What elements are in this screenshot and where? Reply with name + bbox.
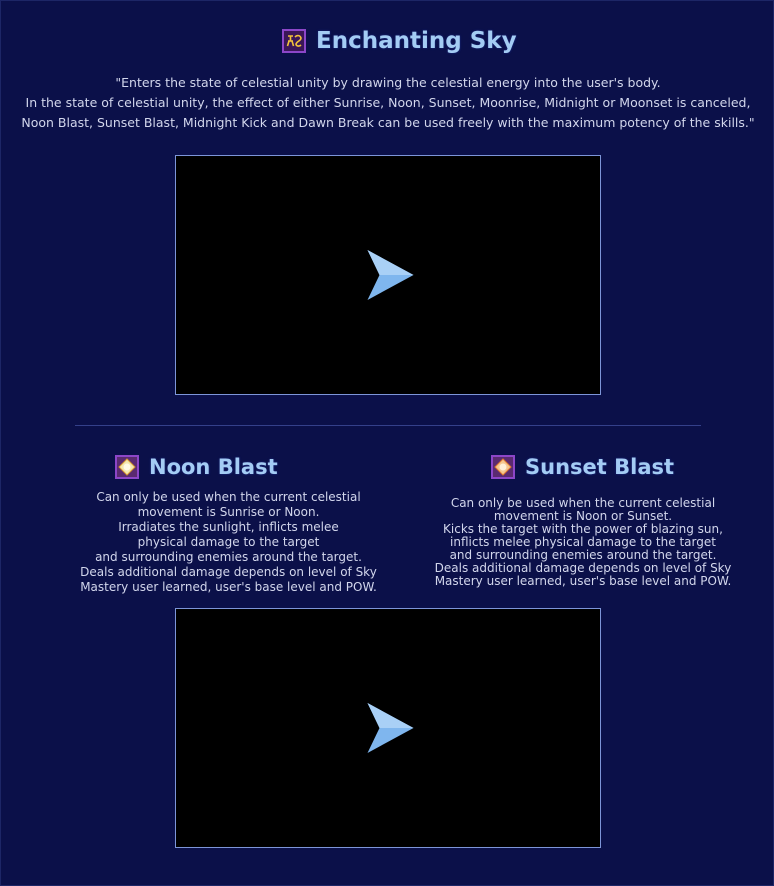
description-line: Can only be used when the current celestial: [96, 490, 361, 504]
main-skill-title: Enchanting Sky: [316, 28, 517, 54]
noon-blast-title: Noon Blast: [149, 455, 278, 479]
description-line: Deals additional damage depends on level of Sky: [434, 561, 732, 575]
description-line: "Enters the state of celestial unity by drawing the celestial energy into the user's body.: [115, 75, 661, 90]
description-line: In the state of celestial unity, the effect of either Sunrise, Noon, Sunset, Moonrise, Midnight or Moonset is canceled,: [25, 95, 751, 110]
description-line: movement is Sunrise or Noon.: [137, 505, 320, 519]
description-line: movement is Noon or Sunset.: [493, 509, 673, 523]
description-line: and surrounding enemies around the target.: [95, 550, 362, 564]
description-line: Irradiates the sunlight, inflicts melee: [118, 520, 339, 534]
main-skill-video[interactable]: [175, 155, 601, 395]
play-arrow-icon: [366, 248, 416, 302]
main-skill-header: [282, 28, 517, 54]
sunset-blast-title: Sunset Blast: [525, 455, 675, 479]
sunset-blast-header: [491, 455, 674, 479]
main-skill-description: [1, 73, 774, 133]
noon-blast-description: [31, 490, 426, 595]
section-divider: [75, 425, 701, 426]
description-line: inflicts melee physical damage to the target: [450, 535, 716, 549]
description-line: physical damage to the target: [137, 535, 320, 549]
sun-gem-icon: [115, 455, 139, 479]
description-line: Mastery user learned, user's base level and POW.: [434, 574, 732, 588]
description-line: Mastery user learned, user's base level and POW.: [80, 580, 377, 594]
sunset-gem-icon: [491, 455, 515, 479]
sunset-blast-description: [401, 497, 765, 588]
sub-skills-video[interactable]: [175, 608, 601, 848]
description-line: Can only be used when the current celestial: [450, 496, 716, 510]
sky-glyph-icon: [282, 29, 306, 53]
description-line: and surrounding enemies around the target.: [449, 548, 717, 562]
play-arrow-icon: [366, 701, 416, 755]
description-line: Deals additional damage depends on level of Sky: [80, 565, 377, 579]
description-line: Kicks the target with the power of blazing sun,: [443, 522, 723, 536]
description-line: Noon Blast, Sunset Blast, Midnight Kick and Dawn Break can be used freely with the maximum potency of the skills.": [21, 115, 755, 130]
noon-blast-header: [115, 455, 278, 479]
